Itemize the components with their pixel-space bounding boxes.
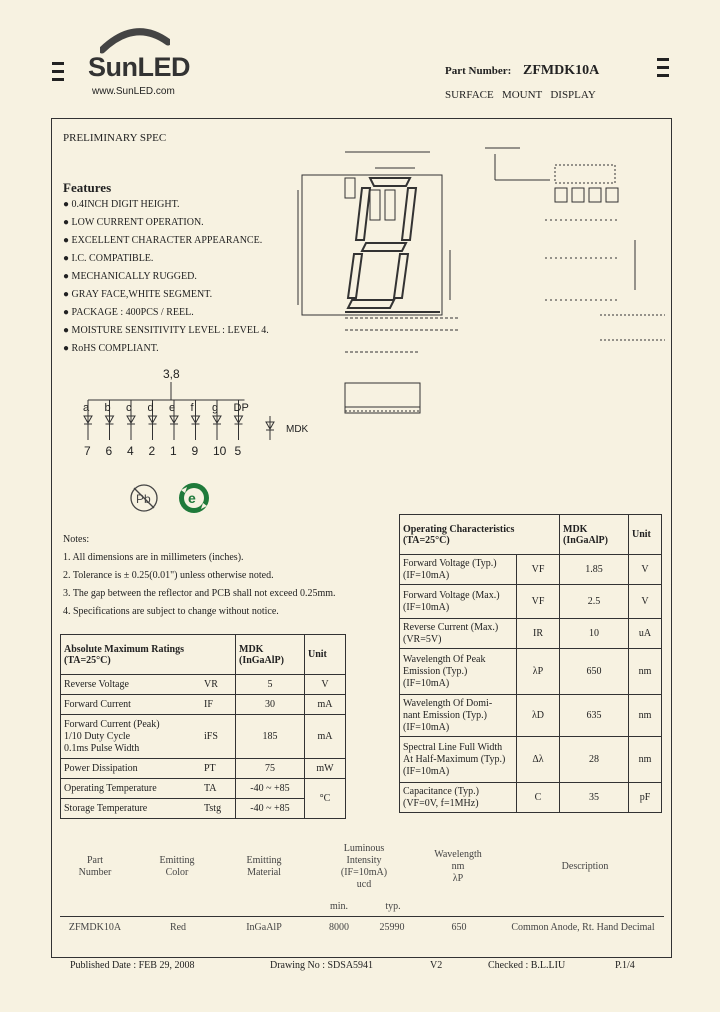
pb-free-icon — [128, 482, 160, 514]
note-item: 4. Specifications are subject to change without notice. — [63, 606, 279, 617]
row-min: 8000 — [329, 922, 349, 933]
pin-label: 5 — [234, 444, 242, 458]
pin-label: 10 — [213, 444, 227, 458]
left-header-bars — [52, 62, 64, 86]
segment-label: g — [212, 402, 219, 414]
sub-typ: typ. — [385, 901, 401, 912]
pin-label: 4 — [127, 444, 134, 458]
row-part: ZFMDK10A — [68, 922, 122, 933]
table-row: Operating Temperature TA -40 ~ +85 °C — [61, 779, 346, 799]
right-header-bars — [657, 58, 669, 82]
feature-item: ● 0.4INCH DIGIT HEIGHT. — [63, 199, 180, 210]
op-char-title: Operating Characteristics (TA=25°C) — [400, 515, 560, 555]
table-row: Wavelength Of Peak Emission (Typ.) (IF=10mA) λP 650 nm — [400, 649, 662, 695]
sunled-logo-arc-icon — [100, 24, 170, 54]
row-color: Red — [169, 922, 187, 933]
feature-item: ● GRAY FACE,WHITE SEGMENT. — [63, 289, 213, 300]
feature-item: ● EXCELLENT CHARACTER APPEARANCE. — [63, 235, 263, 246]
row-wavelength: 650 — [451, 922, 467, 933]
op-char-unit-header: Unit — [629, 515, 662, 555]
pin-label: 2 — [148, 444, 156, 458]
published-date: Published Date : FEB 29, 2008 — [70, 960, 195, 971]
segment-label: c — [126, 402, 132, 414]
feature-item: ● I.C. COMPATIBLE. — [63, 253, 154, 264]
pin-label: 1 — [170, 444, 177, 458]
segment-label: d — [147, 402, 154, 414]
feature-item: ● PACKAGE : 400PCS / REEL. — [63, 307, 194, 318]
features-title: Features — [63, 180, 112, 195]
note-item: 3. The gap between the reflector and PCB shall not exceed 0.25mm. — [63, 588, 336, 599]
svg-text:e: e — [188, 490, 196, 506]
circuit-diagram — [78, 360, 328, 460]
common-pin-label: 3,8 — [163, 367, 180, 381]
pin-label: 9 — [191, 444, 199, 458]
op-char-table — [399, 514, 662, 813]
table-row: Reverse Current (Max.) (VR=5V) IR 10 uA — [400, 619, 662, 649]
feature-item: ● MECHANICALLY RUGGED. — [63, 271, 197, 282]
feature-item: ● LOW CURRENT OPERATION. — [63, 217, 204, 228]
rohs-e-icon — [177, 481, 211, 515]
drawing-number: Drawing No : SDSA5941 — [270, 960, 374, 971]
table-row: Capacitance (Typ.) (VF=0V, f=1MHz) C 35 pF — [400, 783, 662, 813]
version: V2 — [430, 960, 443, 971]
mdk-label: MDK — [286, 424, 309, 435]
note-item: 2. Tolerance is ± 0.25(0.01") unless otherwise noted. — [63, 570, 274, 581]
table-row: Forward Voltage (Typ.) (IF=10mA) VF 1.85 V — [400, 555, 662, 585]
note-item: 1. All dimensions are in millimeters (inches). — [63, 552, 244, 563]
table-row: Power Dissipation PT 75 mW — [61, 759, 346, 779]
part-number-label: Part Number: — [445, 65, 512, 77]
front-view-drawing — [290, 140, 470, 360]
segment-label: a — [83, 402, 90, 414]
row-typ: 25990 — [379, 922, 405, 933]
logo: SunLED — [88, 52, 190, 82]
website[interactable]: www.SunLED.com — [92, 86, 175, 97]
table-row: Forward Current IF 30 mA — [61, 695, 346, 715]
segment-label: DP — [233, 402, 249, 414]
wavelength-header: Wavelength nm λP — [434, 849, 482, 884]
row-material: InGaAlP — [246, 922, 282, 933]
abs-max-unit-header: Unit — [305, 635, 346, 675]
table-row: Wavelength Of Domi- nant Emission (Typ.) (IF=10mA) λD 635 nm — [400, 695, 662, 737]
emitting-material-header: Emitting Material — [246, 855, 282, 878]
notes-title: Notes: — [63, 534, 90, 545]
feature-item: ● RoHS COMPLIANT. — [63, 343, 159, 354]
svg-text:Pb: Pb — [136, 492, 151, 506]
segment-label: b — [104, 402, 111, 414]
part-table-divider — [60, 916, 664, 917]
luminous-header: Luminous Intensity (IF=10mA) ucd — [340, 843, 388, 890]
table-row: Storage Temperature Tstg -40 ~ +85 — [61, 799, 346, 819]
feature-item: ● MOISTURE SENSITIVITY LEVEL : LEVEL 4. — [63, 325, 269, 336]
op-char-col-header: MDK (InGaAlP) — [560, 515, 629, 555]
segment-label: f — [190, 402, 194, 414]
pin-label: 6 — [105, 444, 113, 458]
emitting-color-header: Emitting Color — [159, 855, 195, 878]
table-row: Forward Voltage (Max.) (IF=10mA) VF 2.5 V — [400, 585, 662, 619]
notes — [63, 531, 336, 621]
checked-by: Checked : B.L.LIU — [488, 960, 566, 971]
table-row: Reverse Voltage VR 5 V — [61, 675, 346, 695]
table-row: Spectral Line Full Width At Half-Maximum (Typ.) (IF=10mA) Δλ 28 nm — [400, 737, 662, 783]
abs-max-table — [60, 634, 346, 819]
segment-label: e — [169, 402, 176, 414]
footprint-drawing — [470, 140, 670, 350]
abs-max-title: Absolute Maximum Ratings (TA=25°C) — [61, 635, 236, 675]
features-list — [63, 196, 269, 358]
row-description: Common Anode, Rt. Hand Decimal — [511, 922, 655, 933]
description-header: Description — [561, 861, 609, 872]
product-type: SURFACE MOUNT DISPLAY — [445, 89, 596, 101]
part-number-header: Part Number — [78, 855, 112, 878]
table-row: Forward Current (Peak) 1/10 Duty Cycle 0.1ms Pulse Width iFS 185 mA — [61, 715, 346, 759]
abs-max-col-header: MDK (InGaAlP) — [236, 635, 305, 675]
part-number-value: ZFMDK10A — [523, 63, 600, 78]
spec-status: PRELIMINARY SPEC — [63, 132, 167, 144]
sub-min: min. — [329, 901, 349, 912]
side-view-drawing — [340, 375, 430, 420]
page-number: P.1/4 — [615, 960, 635, 971]
pin-label: 7 — [84, 444, 91, 458]
